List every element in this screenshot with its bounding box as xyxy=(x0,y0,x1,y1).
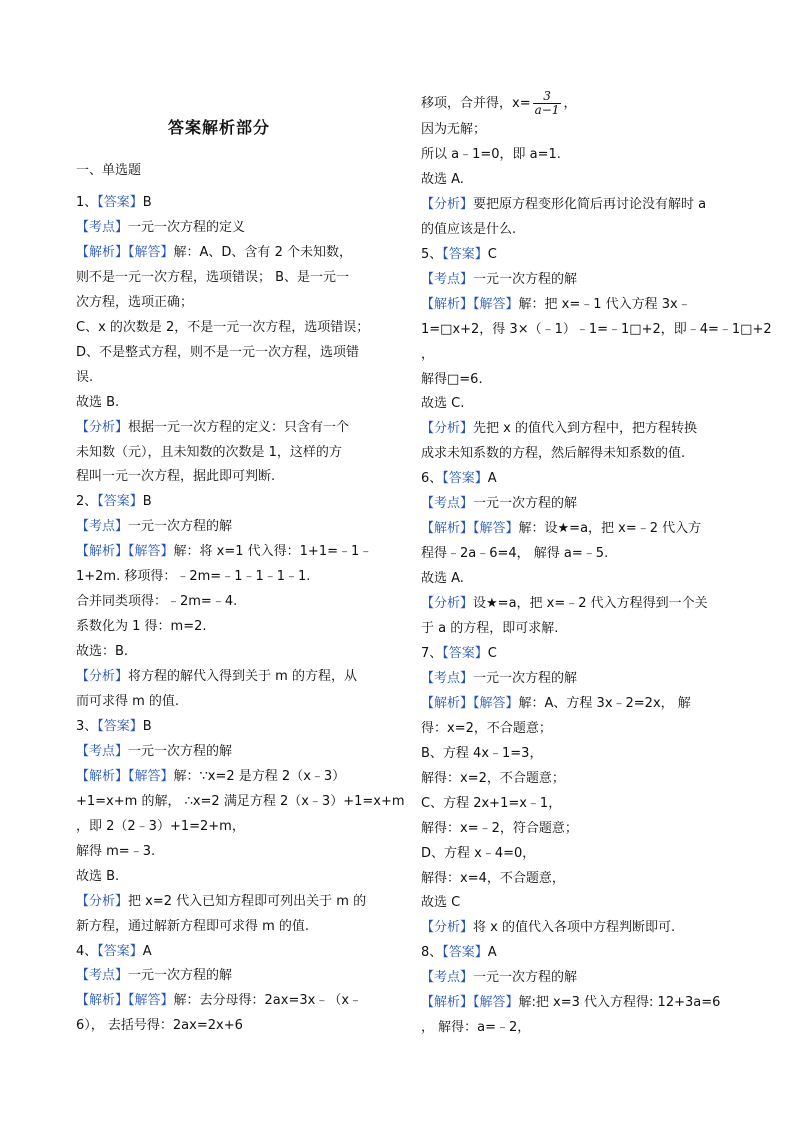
line-content: 解：将 x=1 代入得：1+1=﹣1﹣ xyxy=(173,544,373,560)
left-text-line: 解得 m=﹣3. xyxy=(76,843,156,859)
solution-label: 【解答】 xyxy=(128,768,174,784)
left-text-line xyxy=(76,220,245,236)
review-label: 【分析】 xyxy=(421,596,474,612)
left-text-line: 次方程，选项正确； xyxy=(76,294,194,310)
right-text-line: ， 解得：a=﹣2， xyxy=(421,1020,531,1036)
left-text-line: 系数化为 1 得：m=2. xyxy=(76,619,207,635)
analysis-label: 【解析】 xyxy=(421,296,474,312)
line-content: 要把原方程变形化简后再讨论没有解时 a xyxy=(473,196,707,212)
item-number: 4、 xyxy=(76,943,98,959)
line-content: 解:把 x=3 代入方程得: 12+3a=6 xyxy=(518,995,721,1011)
answer-label: 【答案】 xyxy=(97,494,143,510)
review-label: 【分析】 xyxy=(76,669,129,685)
line-content: 解：去分母得：2ax=3x﹣（x﹣ xyxy=(173,993,363,1009)
right-text-line xyxy=(421,995,720,1011)
left-text-line: 误. xyxy=(76,369,94,385)
fraction xyxy=(533,90,562,117)
right-text-line: 所以 a﹣1=0，即 a=1. xyxy=(421,146,561,162)
line-content: 解：∵x=2 是方程 2（x﹣3） xyxy=(173,768,346,784)
page-title: 答案解析部分 xyxy=(168,118,271,137)
review-label: 【分析】 xyxy=(421,421,474,437)
left-text-line: 故选：B. xyxy=(76,644,129,660)
right-text-line xyxy=(421,421,697,437)
item-number: 5、 xyxy=(421,246,443,262)
left-text-line: 合并同类项得：﹣2m=﹣4. xyxy=(76,594,238,610)
answer-label: 【答案】 xyxy=(97,195,143,210)
left-text-line: +1=x+m 的解， ∴x=2 满足方程 2（x﹣3）+1=x+m xyxy=(76,793,405,809)
fraction-prefix: 移项，合并得，x= xyxy=(421,96,531,111)
answer-label: 【答案】 xyxy=(97,943,143,959)
review-label: 【分析】 xyxy=(421,920,474,936)
left-text-line xyxy=(76,494,152,510)
analysis-label: 【解析】 xyxy=(421,521,474,537)
right-text-line xyxy=(421,521,701,537)
line-content: 解：把 x=﹣1 代入方程 3x﹣ xyxy=(518,296,691,312)
answer-label: 【答案】 xyxy=(442,246,488,262)
right-text-line: 1=□x+2，得 3×（﹣1）﹣1=﹣1□+2，即﹣4=﹣1□+2 xyxy=(421,321,772,337)
line-content: 一元一次方程的解 xyxy=(128,519,233,535)
right-text-line: 因为无解； xyxy=(421,122,487,137)
point-label: 【考点】 xyxy=(421,271,474,287)
right-text-line: B、方程 4x﹣1=3， xyxy=(421,745,543,761)
solution-label: 【解答】 xyxy=(128,993,174,1009)
left-text-line xyxy=(76,519,232,535)
solution-label: 【解答】 xyxy=(473,521,519,537)
left-text-line: 新方程，通过解新方程即可求得 m 的值. xyxy=(76,918,310,934)
line-content: 一元一次方程的解 xyxy=(128,968,233,984)
line-content: 一元一次方程的解 xyxy=(473,271,578,287)
right-text-line: 故选 C xyxy=(421,895,461,911)
right-text-line xyxy=(421,671,577,687)
left-text-line xyxy=(76,944,152,960)
left-text-line xyxy=(76,993,362,1009)
point-label: 【考点】 xyxy=(76,968,129,984)
solution-label: 【解答】 xyxy=(473,296,519,312)
right-text-line xyxy=(421,646,497,662)
line-content: 设★=a，把 x=﹣2 代入方程得到一个关 xyxy=(473,596,708,612)
solution-label: 【解答】 xyxy=(128,244,174,260)
point-label: 【考点】 xyxy=(76,519,129,535)
right-text-line: 故选 A. xyxy=(421,571,464,587)
left-text-line: D、不是整式方程，则不是一元一次方程，选项错 xyxy=(76,344,360,360)
line-content: C xyxy=(487,246,497,262)
right-text-line: 解得□=6. xyxy=(421,371,483,387)
left-text-line: 6）， 去括号得：2ax=2x+6 xyxy=(76,1018,243,1034)
left-text-line: 程叫一元一次方程，据此即可判断. xyxy=(76,469,276,485)
line-content: A xyxy=(487,471,497,487)
right-text-line: ， xyxy=(421,346,435,362)
line-content: 一元一次方程的定义 xyxy=(128,219,246,235)
left-text-line xyxy=(76,719,152,735)
point-label: 【考点】 xyxy=(421,970,474,986)
line-content: 一元一次方程的解 xyxy=(473,670,578,686)
line-content: B xyxy=(142,494,152,510)
point-label: 【考点】 xyxy=(76,219,129,235)
item-number: 8、 xyxy=(421,945,443,961)
right-text-line xyxy=(421,471,497,487)
left-text-line xyxy=(76,420,349,436)
answer-label: 【答案】 xyxy=(442,945,488,961)
fraction-numerator: 3 xyxy=(533,90,562,104)
left-text-line: 1+2m. 移项得：﹣2m=﹣1﹣1﹣1﹣1. xyxy=(76,569,311,585)
analysis-label: 【解析】 xyxy=(421,695,474,711)
line-content: A xyxy=(142,943,152,959)
fraction-line xyxy=(421,90,576,117)
fraction-suffix: ， xyxy=(563,96,577,111)
right-text-line: 故选 C. xyxy=(421,396,465,412)
left-text-line xyxy=(76,245,352,261)
solution-label: 【解答】 xyxy=(128,544,174,560)
right-text-line: 解得：x=4，不合题意， xyxy=(421,870,565,886)
solution-label: 【解答】 xyxy=(473,695,519,711)
review-label: 【分析】 xyxy=(76,419,129,435)
right-text-line: 得：x=2，不合题意； xyxy=(421,720,552,736)
answer-label: 【答案】 xyxy=(97,718,143,734)
point-label: 【考点】 xyxy=(421,496,474,512)
right-text-line: 成求未知系数的方程，然后解得未知系数的值. xyxy=(421,446,686,462)
section-heading: 一、单选题 xyxy=(76,163,142,178)
right-text-line xyxy=(421,297,691,313)
analysis-label: 【解析】 xyxy=(421,995,474,1011)
left-text-line xyxy=(76,669,357,685)
right-text-line xyxy=(421,272,577,288)
right-text-line xyxy=(421,970,577,986)
line-content: C xyxy=(487,645,497,661)
answer-label: 【答案】 xyxy=(442,471,488,487)
analysis-label: 【解析】 xyxy=(76,768,129,784)
right-text-line xyxy=(421,945,497,961)
line-content: 一元一次方程的解 xyxy=(128,743,233,759)
line-content: 一元一次方程的解 xyxy=(473,970,578,986)
line-content: 解：设★=a，把 x=﹣2 代入方 xyxy=(518,521,702,537)
right-text-line xyxy=(421,920,675,936)
left-text-line xyxy=(76,968,232,984)
line-content: B xyxy=(142,718,152,734)
left-text-line: 故选 B. xyxy=(76,394,120,410)
right-text-line: 故选 A. xyxy=(421,171,464,187)
line-content: 解：A、方程 3x﹣2=2x， 解 xyxy=(518,695,691,711)
right-text-line: C、方程 2x+1=x﹣1， xyxy=(421,795,562,811)
left-text-line: 则不是一元一次方程，选项错误； B、是一元一 xyxy=(76,269,350,285)
item-number: 3、 xyxy=(76,718,98,734)
analysis-label: 【解析】 xyxy=(76,244,129,260)
line-content: 根据一元一次方程的定义：只含有一个 xyxy=(128,419,350,435)
right-text-line xyxy=(421,596,708,612)
left-text-line: ，即 2（2﹣3）+1=2+m， xyxy=(76,818,245,834)
item-number: 2、 xyxy=(76,494,98,510)
line-content: A xyxy=(487,945,497,961)
right-text-line: D、方程 x﹣4=0， xyxy=(421,845,536,861)
left-text-line xyxy=(76,544,372,560)
line-content: 先把 x 的值代入到方程中，把方程转换 xyxy=(473,421,697,437)
right-text-line: 于 a 的方程，即可求解. xyxy=(421,621,559,636)
line-content: 一元一次方程的解 xyxy=(473,496,578,512)
review-label: 【分析】 xyxy=(76,893,129,909)
left-text-line: 而可求得 m 的值. xyxy=(76,694,180,709)
right-text-line xyxy=(421,247,497,263)
right-text-line: 程得﹣2a﹣6=4， 解得 a=﹣5. xyxy=(421,546,609,562)
answer-label: 【答案】 xyxy=(442,645,488,661)
line-content: 将方程的解代入得到关于 m 的方程，从 xyxy=(128,669,357,685)
left-text-line xyxy=(76,894,366,910)
left-text-line xyxy=(76,769,345,785)
fraction-denominator: a−1 xyxy=(534,103,560,117)
left-text-line xyxy=(76,195,152,211)
right-text-line: 解得：x=﹣2，符合题意； xyxy=(421,820,578,836)
item-number: 6、 xyxy=(421,471,443,487)
right-text-line xyxy=(421,496,577,512)
right-text-line xyxy=(421,197,706,213)
line-content: 解：A、D、含有 2 个未知数， xyxy=(173,244,352,260)
item-number: 7、 xyxy=(421,645,443,661)
line-content: 把 x=2 代入已知方程即可列出关于 m 的 xyxy=(128,893,367,909)
item-number: 1、 xyxy=(76,195,98,210)
analysis-label: 【解析】 xyxy=(76,993,129,1009)
review-label: 【分析】 xyxy=(421,196,474,212)
left-text-line: 未知数（元），且未知数的次数是 1，这样的方 xyxy=(76,444,342,460)
line-content: B xyxy=(142,195,152,210)
line-content: 将 x 的值代入各项中方程判断即可. xyxy=(473,920,676,936)
right-text-line: 的值应该是什么. xyxy=(421,221,517,237)
left-text-line: C、x 的次数是 2，不是一元一次方程，选项错误； xyxy=(76,319,370,335)
right-text-line xyxy=(421,696,691,712)
point-label: 【考点】 xyxy=(421,670,474,686)
point-label: 【考点】 xyxy=(76,743,129,759)
left-text-line: 故选 B. xyxy=(76,868,120,884)
right-text-line: 解得：x=2，不合题意； xyxy=(421,770,565,786)
left-text-line xyxy=(76,744,232,760)
solution-label: 【解答】 xyxy=(473,995,519,1011)
analysis-label: 【解析】 xyxy=(76,544,129,560)
